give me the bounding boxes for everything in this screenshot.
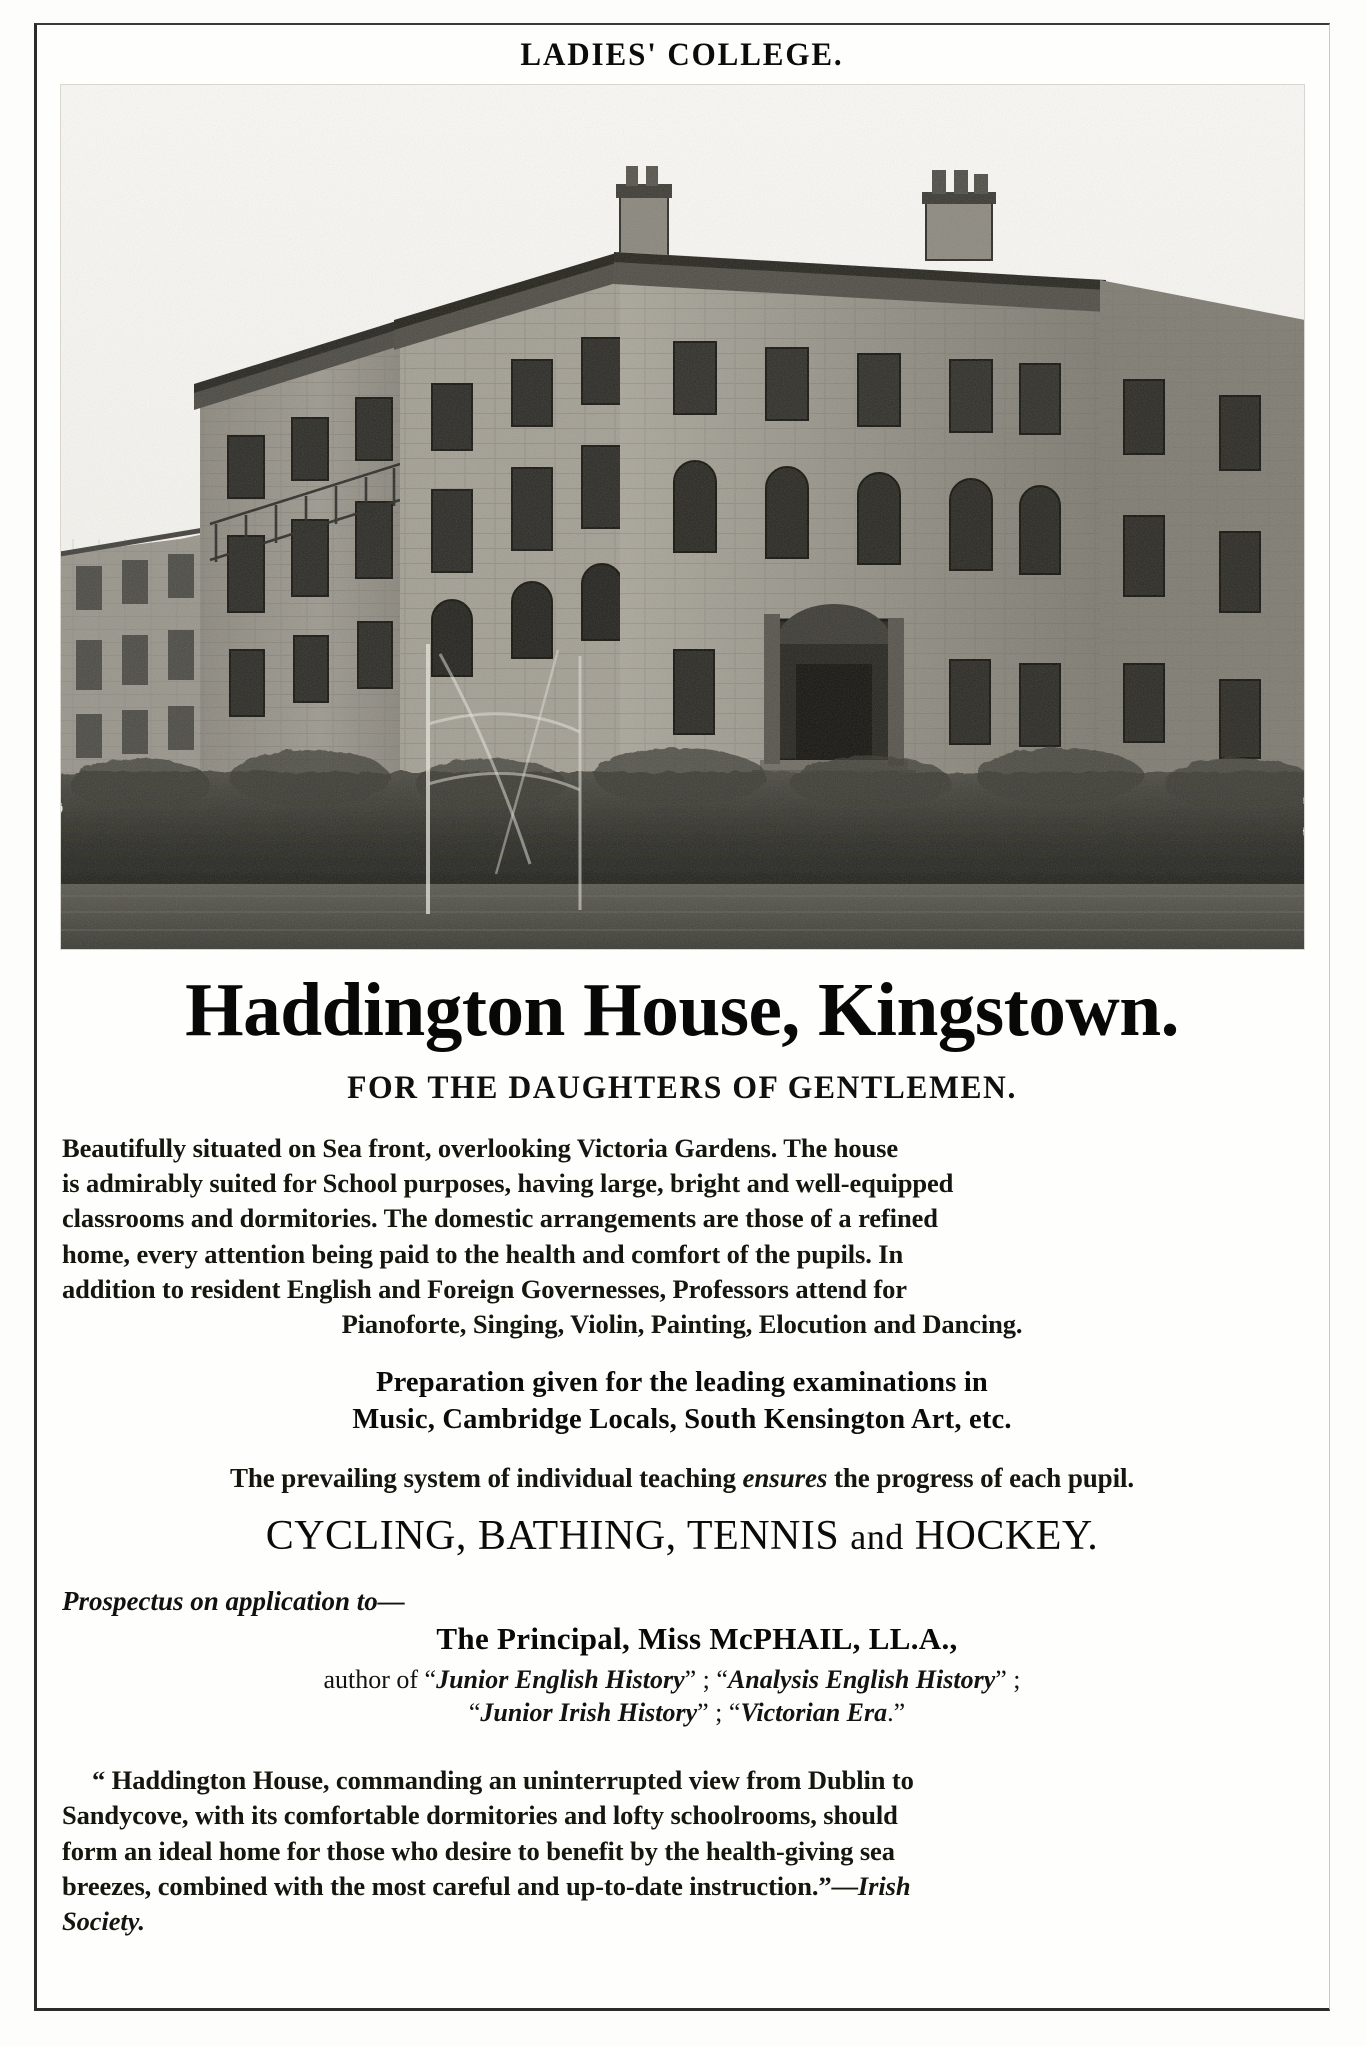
advertisement-content (34, 23, 1330, 2011)
principal-name: The Principal, Miss McPHAIL, LL.A., (436, 1620, 958, 1656)
testimonial-line (62, 1869, 1302, 1904)
author-separator: ” ; “ (684, 1664, 728, 1694)
testimonial-line: Sandycove, with its comfortable dormitories and lofty schoolrooms, should (62, 1800, 898, 1831)
testimonial-quote (58, 1763, 1306, 1939)
teaching-system-before: The prevailing system of individual teaching (229, 1462, 743, 1493)
prospectus-label: Prospectus on application to— (62, 1585, 405, 1616)
testimonial-source-part-one: Irish (857, 1870, 911, 1901)
testimonial-source-part-two: Society. (62, 1905, 145, 1936)
kicker-heading: LADIES' COLLEGE. (520, 37, 844, 73)
author-credits-line-one (58, 1663, 1306, 1696)
teaching-system-emphasis: ensures (742, 1462, 828, 1493)
author-prefix: author of “ (323, 1664, 437, 1694)
author-prefix: “ (468, 1697, 481, 1727)
author-suffix: .” (887, 1697, 906, 1727)
preparation-line: Music, Cambridge Locals, South Kensington Art, etc. (352, 1404, 1012, 1436)
testimonial-line: form an ideal home for those who desire to benefit by the health-giving sea (62, 1835, 895, 1866)
page-title: Haddington House, Kingstown. (185, 968, 1179, 1052)
description-paragraph (58, 1131, 1306, 1342)
author-credits-line-two (58, 1696, 1306, 1729)
author-separator: ” ; “ (697, 1697, 741, 1727)
activities-conjunction: and (850, 1516, 904, 1557)
description-line: Beautifully situated on Sea front, overlooking Victoria Gardens. The house (62, 1133, 898, 1163)
book-title: Junior Irish History (480, 1697, 698, 1727)
description-line: classrooms and dormitories. The domestic arrangements are those of a refined (62, 1203, 938, 1234)
author-suffix: ” ; (995, 1664, 1021, 1694)
teaching-system-statement (58, 1463, 1306, 1494)
preparation-statement (58, 1364, 1306, 1438)
testimonial-line (62, 1763, 1302, 1798)
building-photograph (60, 84, 1305, 950)
activities-part-one: CYCLING, BATHING, TENNIS (265, 1512, 851, 1559)
book-title: Victorian Era (740, 1697, 888, 1727)
teaching-system-after: the progress of each pupil. (827, 1462, 1135, 1493)
building-photograph-image (60, 84, 1305, 950)
book-title: Analysis English History (727, 1664, 996, 1694)
testimonial-line-text: “ Haddington House, commanding an uninterrupted view from Dublin to (92, 1765, 914, 1796)
description-line: Pianoforte, Singing, Violin, Painting, Elocution and Dancing. (341, 1309, 1023, 1340)
book-title: Junior English History (436, 1664, 685, 1694)
activities-part-two: HOCKEY. (903, 1512, 1099, 1559)
activities-list (58, 1512, 1306, 1560)
testimonial-line-text: breezes, combined with the most careful and up-to-date instruction.”— (62, 1870, 858, 1901)
preparation-line: Preparation given for the leading examinations in (375, 1367, 988, 1399)
description-line: is admirably suited for School purposes, having large, bright and well-equipped (62, 1168, 954, 1199)
description-line: addition to resident English and Foreign Governesses, Professors attend for (62, 1273, 907, 1304)
subtitle: FOR THE DAUGHTERS OF GENTLEMEN. (347, 1070, 1017, 1106)
description-line: home, every attention being paid to the health and comfort of the pupils. In (62, 1238, 904, 1269)
